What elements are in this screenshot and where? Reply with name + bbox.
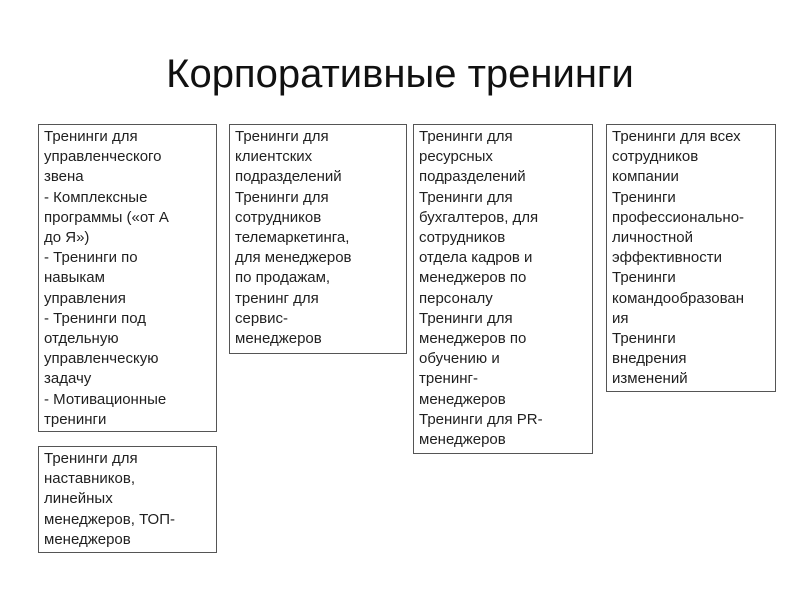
box-text-line: ия xyxy=(612,309,629,327)
box-text-line: программы («от А xyxy=(44,208,169,226)
box-client-departments-trainings xyxy=(229,124,407,354)
box-text-line: изменений xyxy=(612,370,688,388)
box-text-line: менеджеров xyxy=(44,530,131,548)
box-text-line: Тренинги для PR- xyxy=(419,410,543,428)
box-text-line: - Комплексные xyxy=(44,188,148,206)
box-text-line: Тренинги для xyxy=(44,450,138,467)
box-mentors-managers-trainings xyxy=(38,446,217,553)
box-text-line: Тренинги для xyxy=(419,309,513,327)
box-text-line: сотрудников xyxy=(419,229,506,247)
box-text-line: наставников, xyxy=(44,470,136,488)
box-text-line: - Мотивационные xyxy=(44,390,167,408)
box-text-line: командообразован xyxy=(612,289,745,307)
box-text-line: персоналу xyxy=(419,289,493,307)
box-text-line: клиентских xyxy=(235,148,313,166)
box-text-line: личностной xyxy=(612,229,693,247)
box-text-line: Тренинги xyxy=(612,188,676,206)
box-text-line: подразделений xyxy=(419,168,526,186)
box-text-line: сотрудников xyxy=(612,148,699,166)
box-text-line: Тренинги для xyxy=(419,188,513,206)
box-text-line: задачу xyxy=(44,370,92,388)
box-text-line: линейных xyxy=(44,490,113,508)
box-text-line: управленческого xyxy=(44,148,162,166)
box-text-line: Тренинги для xyxy=(235,128,329,145)
box-text-line: тренинги xyxy=(44,410,107,428)
box-text-line: телемаркетинга, xyxy=(235,229,350,247)
box-text-line: профессионально- xyxy=(612,208,745,226)
box-text-line: компании xyxy=(612,168,679,186)
box-text-line: тренинг для xyxy=(235,289,319,307)
box-text-line: обучению и xyxy=(419,350,500,368)
box-text-line: Тренинги для xyxy=(44,128,138,145)
box-text-line: - Тренинги под xyxy=(44,309,147,327)
box-text-line: сотрудников xyxy=(235,208,322,226)
box-text-line: Тренинги xyxy=(612,269,676,287)
box-text-line: эффективности xyxy=(612,249,723,267)
box-text-line: бухгалтеров, для xyxy=(419,208,539,226)
box-text-line: до Я») xyxy=(44,229,90,247)
box-text-line: менеджеров, ТОП- xyxy=(44,510,176,528)
slide-title: Корпоративные тренинги xyxy=(166,52,634,96)
box-resource-departments-trainings xyxy=(413,124,593,454)
box-text-line: менеджеров по xyxy=(419,330,527,348)
box-text-line: менеджеров xyxy=(419,390,506,408)
box-text-line: для менеджеров xyxy=(235,249,352,267)
box-text-line: звена xyxy=(44,168,84,186)
box-text-line: Тренинги для xyxy=(235,188,329,206)
box-text-line: ресурсных xyxy=(419,148,493,166)
box-text-line: Тренинги для xyxy=(419,128,513,145)
box-text-line: внедрения xyxy=(612,350,687,368)
box-text-line: управленческую xyxy=(44,350,159,368)
box-text-line: менеджеров xyxy=(235,330,322,348)
box-text-line: управления xyxy=(44,289,126,307)
box-text-line: отдела кадров и xyxy=(419,249,533,267)
box-text-line: по продажам, xyxy=(235,269,331,287)
box-management-trainings xyxy=(38,124,217,432)
box-text-line: менеджеров по xyxy=(419,269,527,287)
box-text-line: сервис- xyxy=(235,309,289,327)
box-text-line: менеджеров xyxy=(419,431,506,449)
box-text-line: навыкам xyxy=(44,269,105,287)
box-text-line: - Тренинги по xyxy=(44,249,138,267)
box-text-line: Тренинги для всех xyxy=(612,128,741,145)
box-text-line: подразделений xyxy=(235,168,342,186)
box-all-employees-trainings xyxy=(606,124,776,392)
box-text-line: Тренинги xyxy=(612,330,676,348)
box-text-line: отдельную xyxy=(44,330,119,348)
box-text-line: тренинг- xyxy=(419,370,478,388)
